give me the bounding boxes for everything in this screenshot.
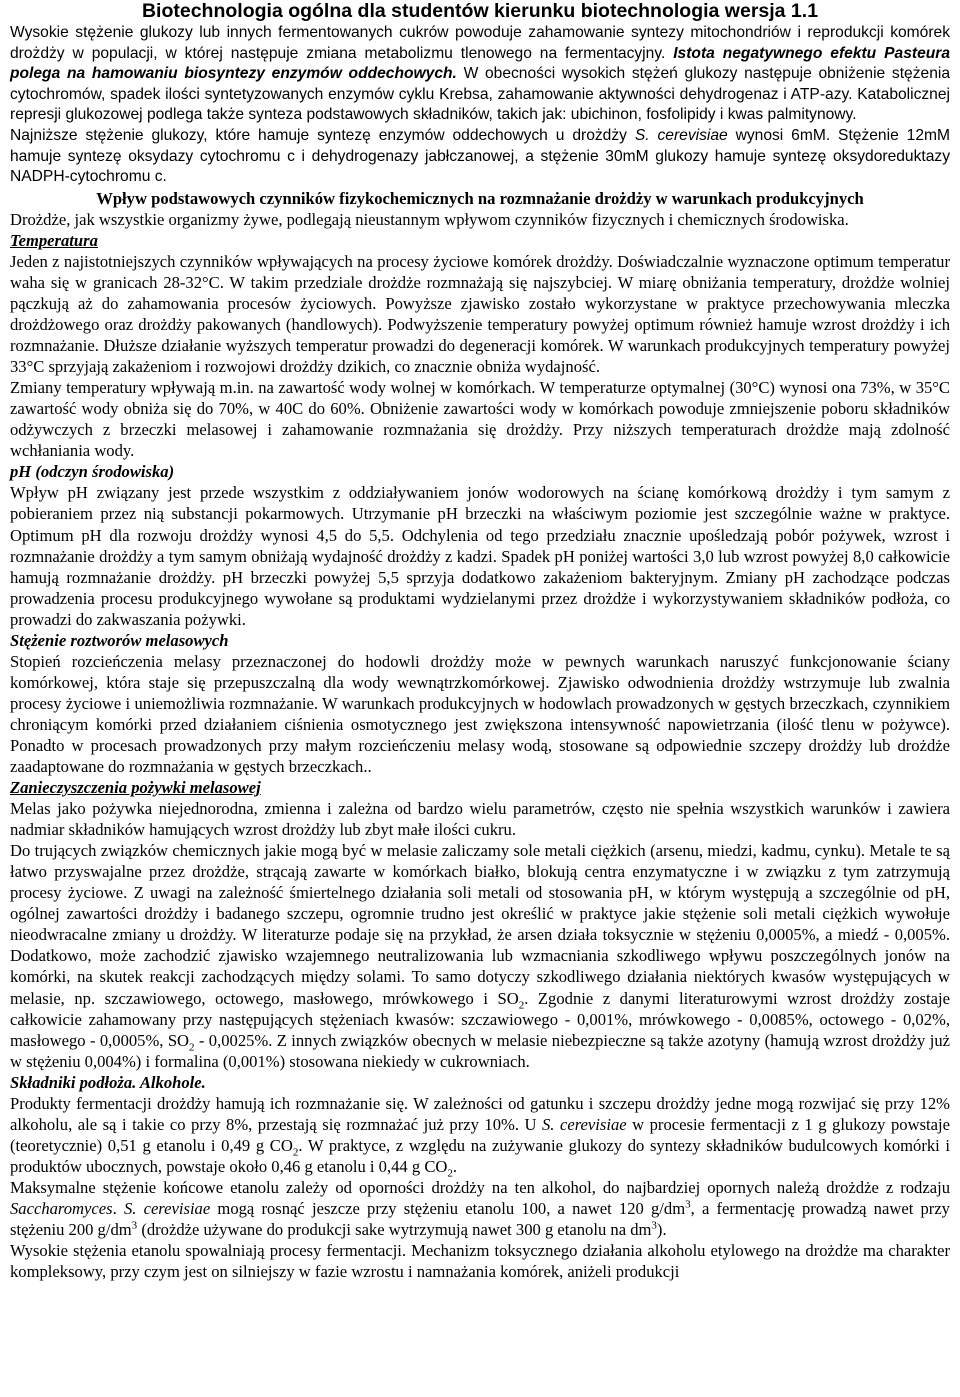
alcohol-p1-species: S. cerevisiae <box>542 1114 627 1134</box>
intro-p2-species: S. cerevisiae <box>634 126 728 144</box>
subscript-2: 2 <box>447 1167 453 1180</box>
alcohol-p1-text-b: w procesie fermentacji z 1 g glukozy powstaje (teoretycznie) 0,51 g etanolu i 0,49 g CO <box>10 1114 950 1155</box>
alcohol-p2-text-d: , a fermentację prowadzą nawet przy stężeniu 200 g/dm <box>10 1199 950 1240</box>
ph-heading: pH (odczyn środowiska) <box>10 462 175 482</box>
molasses-heading: Stężenie roztworów melasowych <box>10 630 229 650</box>
section-intro: Drożdże, jak wszystkie organizmy żywe, podlegają nieustannym wpływom czynników fizycznych i chemicznych środowiska. <box>10 209 849 229</box>
alcohol-p1-text-d: . <box>452 1156 458 1176</box>
subscript-2: 2 <box>518 998 525 1011</box>
intro-p2-text-a: Najniższe stężenie glukozy, które hamuje syntezę enzymów oddechowych u drożdży <box>10 126 635 144</box>
intro-paragraph-1 <box>10 23 950 126</box>
superscript-3: 3 <box>651 1219 657 1232</box>
alcohol-p2-text-e: (drożdże używane do produkcji sake wytrzymują nawet 300 g etanolu na dm <box>137 1220 652 1240</box>
section-header: Wpływ podstawowych czynników fizykochemicznych na rozmnażanie drożdży w warunkach produkcyjnych <box>96 188 864 208</box>
alcohol-p1-text-c: . W praktyce, z względu na zużywanie glukozy do syntezy składników budulcowych komórki i produktów ubocznych, powstaje około 0,46 g etanolu i 0,44 g CO <box>10 1135 951 1176</box>
alcohol-p2-text-f: ). <box>656 1220 667 1240</box>
contamination-p2-text-a: Do trujących związków chemicznych jakie mogą być w melasie zaliczamy sole metali ciężkich (arsenu, miedzi, kadmu, cynku). Metale te są łatwo przyswajalne przez drożdże, strącają zawarte w komórkach białko, blokują centra enzymatyczne i w związku z tym zatrzymują procesy życiowe. Z uwagi na zależność śmiertelnego działania soli metali od stosowania pH, w którym występują a szczególnie od pH, ogólnej zawartości drożdży i badanego szczepu, ogromnie trudno jest określić w praktyce jakie stężenie soli metali ciężkich wywołuje nieodwracalne zmiany u drożdży. W literaturze podaje się na przykład, że arsen działa toksycznie w stężeniu 0,0005%, a miedź - 0,005%. Dodatkowo, może zachodzić zjawisko wzajemnego neutralizowania lub wzmacniania szkodliwego wpływu poszczególnych jonów na komórki, na skutek reakcji zachodzących między solami. To samo dotyczy szkodliwego działania niektórych kwasów występujących w melasie, np. szczawiowego, octowego, masłowego, mrówkowego i SO <box>10 841 950 1008</box>
ph-paragraph-1: Wpływ pH związany jest przede wszystkim z oddziaływaniem jonów wodorowych na ścianę komórkową drożdży i tym samym z pobieraniem przez nią substancji pokarmowych. Utrzymanie pH brzeczki na właściwym poziomie jest szczególnie ważne w praktyce. Optimum pH dla rozwoju drożdży wynosi 4,5 do 5,5. Odchylenia od tego przedziału znacznie upośledzają pobór pożywek, wzrost i rozmnażanie drożdży a tym samym obniżają wydajność drożdży z kadzi. Spadek pH poniżej wartości 3,0 lub wzrost powyżej 8,0 całkowicie hamują rozmnażanie drożdży. pH brzeczki powyżej 5,5 sprzyja dodatkowo zakażeniom bakteryjnym. Zmiany pH zachodzące podczas prowadzenia procesu produkcyjnego wywołane są produktami wydzielanymi przez drożdże i wykorzystywaniem składników podłoża, co prowadzi do zakwaszania pożywki. <box>10 483 950 629</box>
alcohol-p2-text-c: mogą rosnąć jeszcze przy stężeniu etanolu 100, a nawet 120 g/dm <box>210 1199 686 1218</box>
contamination-p2-text-c: - 0,0025%. Z innych związków obecnych w melasie niebezpieczne są także azotyny (hamują wzrost drożdży już w stężeniu 0,004%) i formalina (0,001%) stosowana niekiedy w cukrowniach. <box>10 1030 950 1071</box>
subscript-2: 2 <box>189 1040 195 1053</box>
contamination-heading: Zanieczyszczenia pożywki melasowej <box>10 778 261 798</box>
document-title: Biotechnologia ogólna dla studentów kierunku biotechnologia wersja 1.1 <box>141 0 819 22</box>
alcohol-p2-text-b: . <box>112 1199 124 1218</box>
subscript-2: 2 <box>292 1146 299 1159</box>
alcohol-heading: Składniki podłoża. Alkohole. <box>10 1072 206 1092</box>
contamination-p2-text-b: . Zgodnie z danymi literaturowymi wzrost drożdży zostaje całkowicie zahamowany przy następujących stężeniach kwasów: szczawiowego - 0,001%, mrówkowego - 0,0085%, octowego - 0,02%, masłowego - 0,0005%, SO <box>10 988 950 1050</box>
molasses-paragraph-1: Stopień rozcieńczenia melasy przeznaczonej do hodowli drożdży może w pewnych warunkach naruszyć funkcjonowanie ściany komórkowej, która staje się przepuszczalną dla wody wewnątrzkomórkowej. Zjawisko odwodnienia drożdży wstrzymuje lub zwalnia procesy życiowe i uniemożliwia rozmnażanie. W warunkach produkcyjnych w hodowlach prowadzonych w gęstych brzeczkach, czynnikiem chroniącym komórki przed działaniem ciśnienia osmotycznego jest zwiększona intensywność napowietrzania (ilość tlenu w pożywce). Ponadto w procesach prowadzonych przy małym rozcieńczeniu melasy wodą, stosowane są odpowiednie szczepy drożdży lub drożdże zaadaptowane do rozmnażania w gęstych brzeczkach.. <box>10 651 950 777</box>
alcohol-p1-text-a: Produkty fermentacji drożdży hamują ich rozmnażanie się. W zależności od gatunku i szczepu drożdży jedne mogą rozwijać się przy 12% alkoholu, ale są i takie co przy 8%, przestają się rozmnażać już przy 10%. U <box>10 1093 950 1134</box>
temperature-heading: Temperatura <box>10 230 98 250</box>
alcohol-p2-species: S. cerevisiae <box>123 1199 211 1218</box>
temperature-paragraph-1: Jeden z najistotniejszych czynników wpływających na procesy życiowe komórek drożdży. Doświadczalnie wyznaczone optimum temperatur waha się w granicach 28-32°C. W takim przedziale drożdże rozmnażają się najszybciej. W miarę obniżania temperatury, drożdże wolniej pączkują aż do zahamowania procesów życiowych. Powyższe zjawisko zostało wykorzystane w praktyce przechowywania mleczka drożdżowego oraz drożdży pakowanych (handlowych). Podwyższenie temperatury powyżej optimum również hamuje wzrost drożdży i ich rozmnażanie. Dłuższe działanie wyższych temperatur prowadzi do degeneracji komórek. W warunkach produkcyjnych temperatury powyżej 33°C sprzyjają zakażeniom i rozwojowi drożdży dzikich, co znacznie obniża wydajność. <box>10 251 950 377</box>
contamination-paragraph-2 <box>10 840 950 1072</box>
intro-p1-bold-statement: Istota negatywnego efektu Pasteura polega na hamowaniu biosyntezy enzymów oddechowych. <box>10 44 951 83</box>
alcohol-p2-text-a: Maksymalne stężenie końcowe etanolu zależy od oporności drożdży na ten alkohol, do najbardziej opornych należą drożdże z rodzaju <box>10 1177 950 1197</box>
alcohol-p2-genus: Saccharomyces <box>10 1199 113 1218</box>
superscript-3: 3 <box>131 1219 138 1232</box>
contamination-paragraph-1: Melas jako pożywka niejednorodna, zmienna i zależna od bardzo wielu parametrów, często nie spełnia wszystkich warunków i zawiera nadmiar składników hamujących wzrost drożdży lub zbyt małe ilości cukru. <box>10 799 950 840</box>
superscript-3: 3 <box>685 1198 691 1211</box>
intro-p2-text-b: wynosi 6mM. Stężenie 12mM hamuje syntezę oksydazy cytochromu c i dehydrogenazy jabłczanowej, a stężenie 30mM glukozy hamuje syntezę oksydoreduktazy NADPH-cytochromu c. <box>10 126 950 186</box>
document-page <box>5 0 955 1282</box>
intro-paragraph-2 <box>10 126 950 188</box>
alcohol-paragraph-2 <box>10 1177 950 1240</box>
intro-p1-rest: W obecności wysokich stężeń glukozy następuje obniżenie stężenia cytochromów, spadek ilości syntetyzowanych enzymów cyklu Krebsa, zahamowanie aktywności dehydrogenaz i ATP-azy. Katabolicznej represji glukozowej podlega także synteza podstawowych składników, takich jak: ubichinon, fosfolipidy i kwas palmitynowy. <box>10 65 951 124</box>
alcohol-paragraph-1 <box>10 1093 951 1180</box>
intro-p1-text: Wysokie stężenie glukozy lub innych fermentowanych cukrów powoduje zahamowanie syntezy mitochondriów i reprodukcji komórek drożdży w populacji, w której następuje zmiana metabolizmu tlenowego na fermentacyjny. <box>10 24 950 62</box>
temperature-paragraph-2: Zmiany temperatury wpływają m.in. na zawartość wody wolnej w komórkach. W temperaturze optymalnej (30°C) wynosi ona 73%, w 35°C zawartość wody obniża się do 70%, w 40C do 60%. Obniżenie zawartości wody w komórkach powoduje zmniejszenie poboru składników odżywczych z brzeczki melasowej i zahamowanie rozmnażania się drożdży. Przy niższych temperaturach drożdże mają zdolność wchłaniania wody. <box>10 378 950 461</box>
alcohol-paragraph-3: Wysokie stężenia etanolu spowalniają procesy fermentacji. Mechanizm toksycznego działania alkoholu etylowego na drożdże ma charakter kompleksowy, przy czym jest on silniejszy w fazie wzrostu i namnażania komórek, aniżeli produkcji <box>10 1241 950 1282</box>
